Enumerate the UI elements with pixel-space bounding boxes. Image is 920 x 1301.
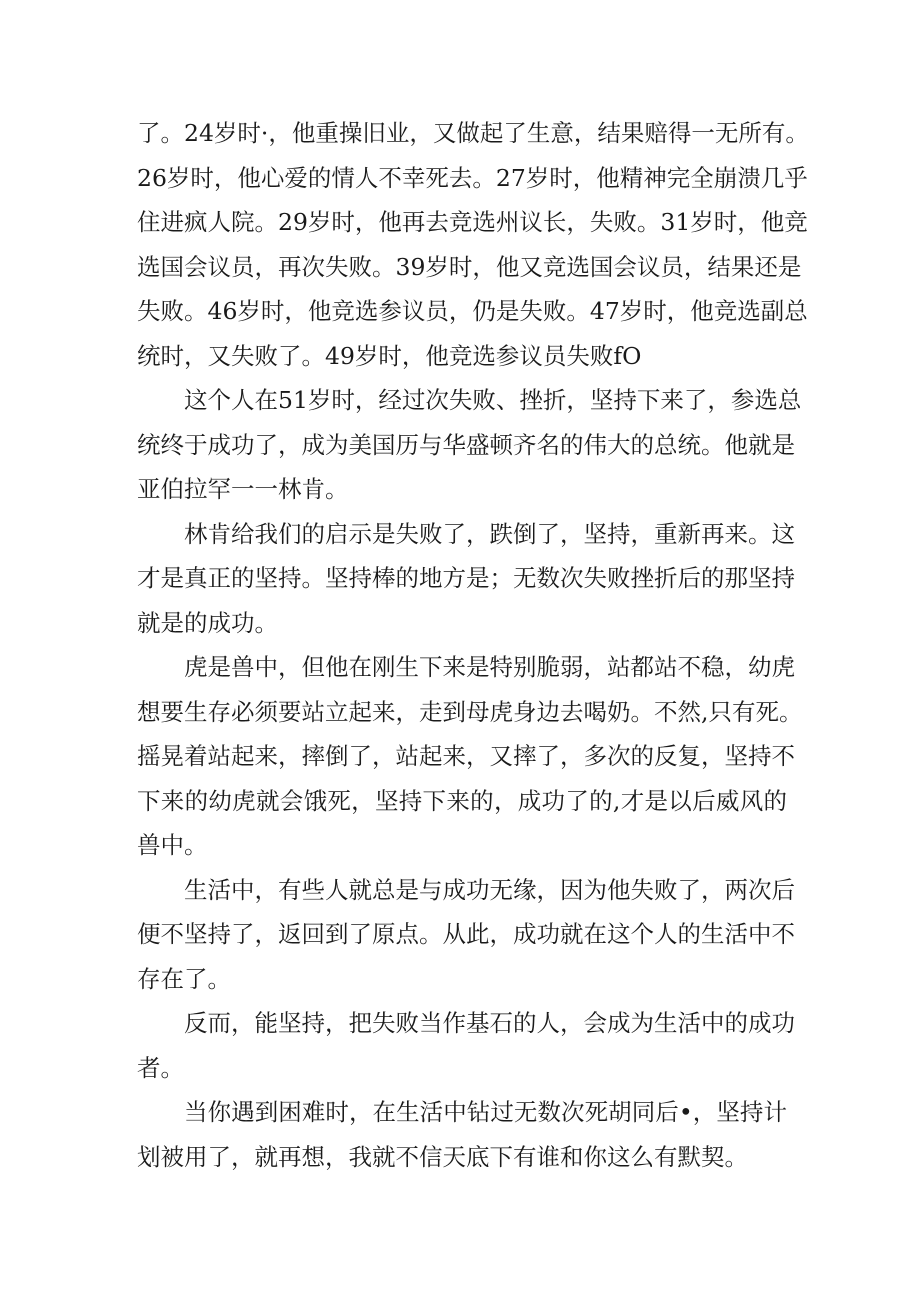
text-line: 虎是兽中，但他在刚生下来是特别脆弱，站都站不稳，幼虎 xyxy=(184,653,795,681)
paragraph-difficulties xyxy=(137,1090,787,1179)
text-line: 林肯给我们的启示是失败了，跌倒了，坚持，重新再来。这 xyxy=(184,519,795,548)
text-line: 了。24岁时·，他重操旧业，又做起了生意，结果赔得一无所有。 xyxy=(137,119,809,147)
text-line: 26岁时，他心爱的情人不幸死去。27岁时，他精神完全崩溃几乎 xyxy=(137,163,808,192)
text-line: 反而，能坚持，把失败当作基石的人，会成为生活中的成功 xyxy=(184,1009,795,1037)
text-line: 下来的幼虎就会饿死，坚持下来的，成功了的,才是以后威风的 xyxy=(137,786,787,815)
text-line: 亚伯拉罕一一林肯。 xyxy=(137,475,349,503)
text-line: 当你遇到困难时，在生活中钻过无数次死胡同后•，坚持计 xyxy=(184,1098,787,1126)
paragraph-cornerstone xyxy=(137,1001,795,1090)
document-body xyxy=(137,111,809,1179)
text-line: 存在了。 xyxy=(137,964,231,993)
text-line: 才是真正的坚持。坚持棒的地方是；无数次失败挫折后的那坚持 xyxy=(137,564,795,592)
text-line: 这个人在51岁时，经过次失败、挫折，坚持下来了，参选总 xyxy=(184,386,802,414)
text-line: 失败。46岁时，他竞选参议员，仍是失败。47岁时，他竞选副总 xyxy=(137,297,808,325)
paragraph-tiger-cub xyxy=(137,645,803,868)
text-line: 就是的成功。 xyxy=(137,608,278,637)
text-line: 统时，又失败了。49岁时，他竞选参议员失败fO xyxy=(137,341,642,370)
text-line: 选国会议员，再次失败。39岁时，他又竞选国会议员，结果还是 xyxy=(137,252,802,281)
text-line: 者。 xyxy=(137,1053,184,1082)
paragraph-giving-up xyxy=(137,868,795,1002)
text-line: 划被用了，就再想，我就不信天底下有谁和你这么有默契。 xyxy=(137,1142,748,1171)
text-line: 想要生存必须要站立起来，走到母虎身边去喝奶。不然,只有死。 xyxy=(137,697,803,726)
paragraph-lincoln-lesson xyxy=(137,512,795,646)
text-line: 统终于成功了，成为美国历与华盛顿齐名的伟大的总统。他就是 xyxy=(137,430,795,459)
text-line: 兽中。 xyxy=(137,831,208,859)
paragraph-lincoln-failures xyxy=(137,111,809,378)
paragraph-lincoln-success xyxy=(137,378,802,512)
text-line: 摇晃着站起来，摔倒了，站起来，又摔了，多次的反复，坚持不 xyxy=(137,742,795,770)
text-line: 住进疯人院。29岁时，他再去竞选州议长，失败。31岁时，他竞 xyxy=(137,208,808,236)
text-line: 生活中，有些人就总是与成功无缘，因为他失败了，两次后 xyxy=(184,875,795,904)
text-line: 便不坚持了，返回到了原点。从此，成功就在这个人的生活中不 xyxy=(137,920,795,948)
